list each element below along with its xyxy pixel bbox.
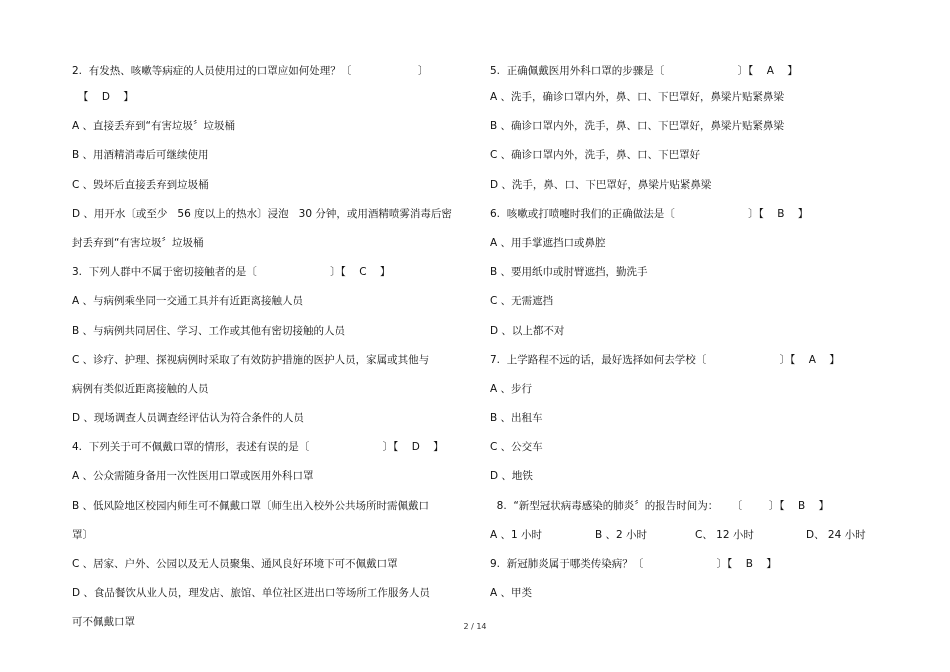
question-4-option-a: A 、公众需随身备用一次性医用口罩或医用外科口罩	[72, 470, 314, 483]
question-6-option-b: B 、要用纸巾或肘臂遮挡，勤洗手	[490, 266, 648, 279]
question-3-option-c-cont: 病例有类似近距离接触的人员	[72, 382, 209, 395]
question-4-option-c: C 、居家、户外、公园以及无人员聚集、通风良好环境下可不佩戴口罩	[72, 558, 398, 570]
question-8-option-d: D、 24 小时	[806, 528, 866, 541]
question-5-option-a: A 、洗手，确诊口罩内外，鼻、口、下巴罩好，鼻梁片贴紧鼻梁	[490, 91, 785, 103]
question-2-answer: 【 D 】	[78, 91, 134, 103]
question-3-option-a: A 、与病例乘坐同一交通工具并有近距离接触人员	[72, 295, 304, 308]
question-8-option-a: A 、1 小时	[490, 528, 543, 541]
question-9-option-a: A 、甲类	[490, 587, 533, 600]
question-2-option-c: C 、毁坏后直接丢弃到垃圾桶	[72, 178, 209, 191]
question-4-option-d: D 、食品餐饮从业人员，理发店、旅馆、单位社区进出口等场所工作服务人员	[72, 587, 430, 600]
question-6-option-c: C 、无需遮挡	[490, 295, 554, 308]
question-3-option-d: D 、现场调查人员调查经评估认为符合条件的人员	[72, 412, 304, 425]
question-9-stem: 9. 新冠肺炎属于哪类传染病？〔 〕【 B 】	[490, 558, 777, 570]
question-5-option-b: B 、确诊口罩内外，洗手，鼻、口、下巴罩好，鼻梁片贴紧鼻梁	[490, 120, 785, 133]
question-3-option-c: C 、诊疗、护理、探视病例时采取了有效防护措施的医护人员，家属或其他与	[72, 353, 430, 366]
question-5-stem: 5. 正确佩戴医用外科口罩的步骤是〔 〕【 A 】	[490, 65, 798, 77]
question-2-option-d: D 、用开水〔或至少 56 度以上的热水〕浸泡 30 分钟，或用酒精喷雾消毒后密	[72, 207, 452, 220]
question-4-option-b: B 、低风险地区校园内师生可不佩戴口罩〔师生出入校外公共场所时需佩戴口	[72, 499, 430, 512]
question-5-option-d: D 、洗手，鼻、口、下巴罩好，鼻梁片贴紧鼻梁	[490, 178, 712, 191]
question-7-stem: 7. 上学路程不远的话，最好选择如何去学校〔 〕【 A 】	[490, 353, 840, 366]
question-4-stem: 4. 下列关于可不佩戴口罩的情形，表述有误的是〔 〕【 D 】	[72, 441, 444, 454]
question-2-stem: 2. 有发热、咳嗽等病症的人员使用过的口罩应如何处理？〔 〕	[72, 65, 429, 77]
question-2-option-a: A 、直接丢弃到“有害垃圾〞垃圾桶	[72, 120, 235, 133]
question-5-option-c: C 、确诊口罩内外，洗手，鼻、口、下巴罩好	[490, 149, 701, 162]
question-8-option-b: B 、2 小时	[595, 528, 648, 541]
right-column	[490, 60, 890, 608]
question-2-option-b: B 、用酒精消毒后可继续使用	[72, 149, 209, 162]
question-6-option-d: D 、以上都不对	[490, 324, 565, 337]
question-6-stem: 6. 咳嗽或打喷嚏时我们的正确做法是〔 〕【 B 】	[490, 207, 809, 220]
question-8-options	[490, 521, 890, 550]
question-4-option-b-cont: 罩〕	[72, 528, 93, 541]
left-column	[72, 60, 464, 638]
question-7-option-b: B 、出租车	[490, 412, 543, 425]
question-7-option-a: A 、步行	[490, 382, 533, 395]
question-7-option-d: D 、地铁	[490, 470, 533, 483]
question-4-option-d-cont: 可不佩戴口罩	[72, 616, 135, 629]
question-8-option-c: C、 12 小时	[695, 528, 754, 541]
question-2-option-d-cont: 封丢弃到“有害垃圾〞垃圾桶	[72, 236, 204, 249]
question-7-option-c: C 、公交车	[490, 441, 543, 454]
page-number: 2 / 14	[463, 622, 487, 631]
question-8-stem: 8. “新型冠状病毒感染的肺炎〞的报告时间为： 〔 〕【 B 】	[490, 499, 830, 512]
question-3-stem: 3. 下列人群中不属于密切接触者的是〔 〕【 C 】	[72, 266, 391, 279]
question-3-option-b: B 、与病例共同居住、学习、工作或其他有密切接触的人员	[72, 324, 346, 337]
question-6-option-a: A 、用手掌遮挡口或鼻腔	[490, 236, 606, 249]
